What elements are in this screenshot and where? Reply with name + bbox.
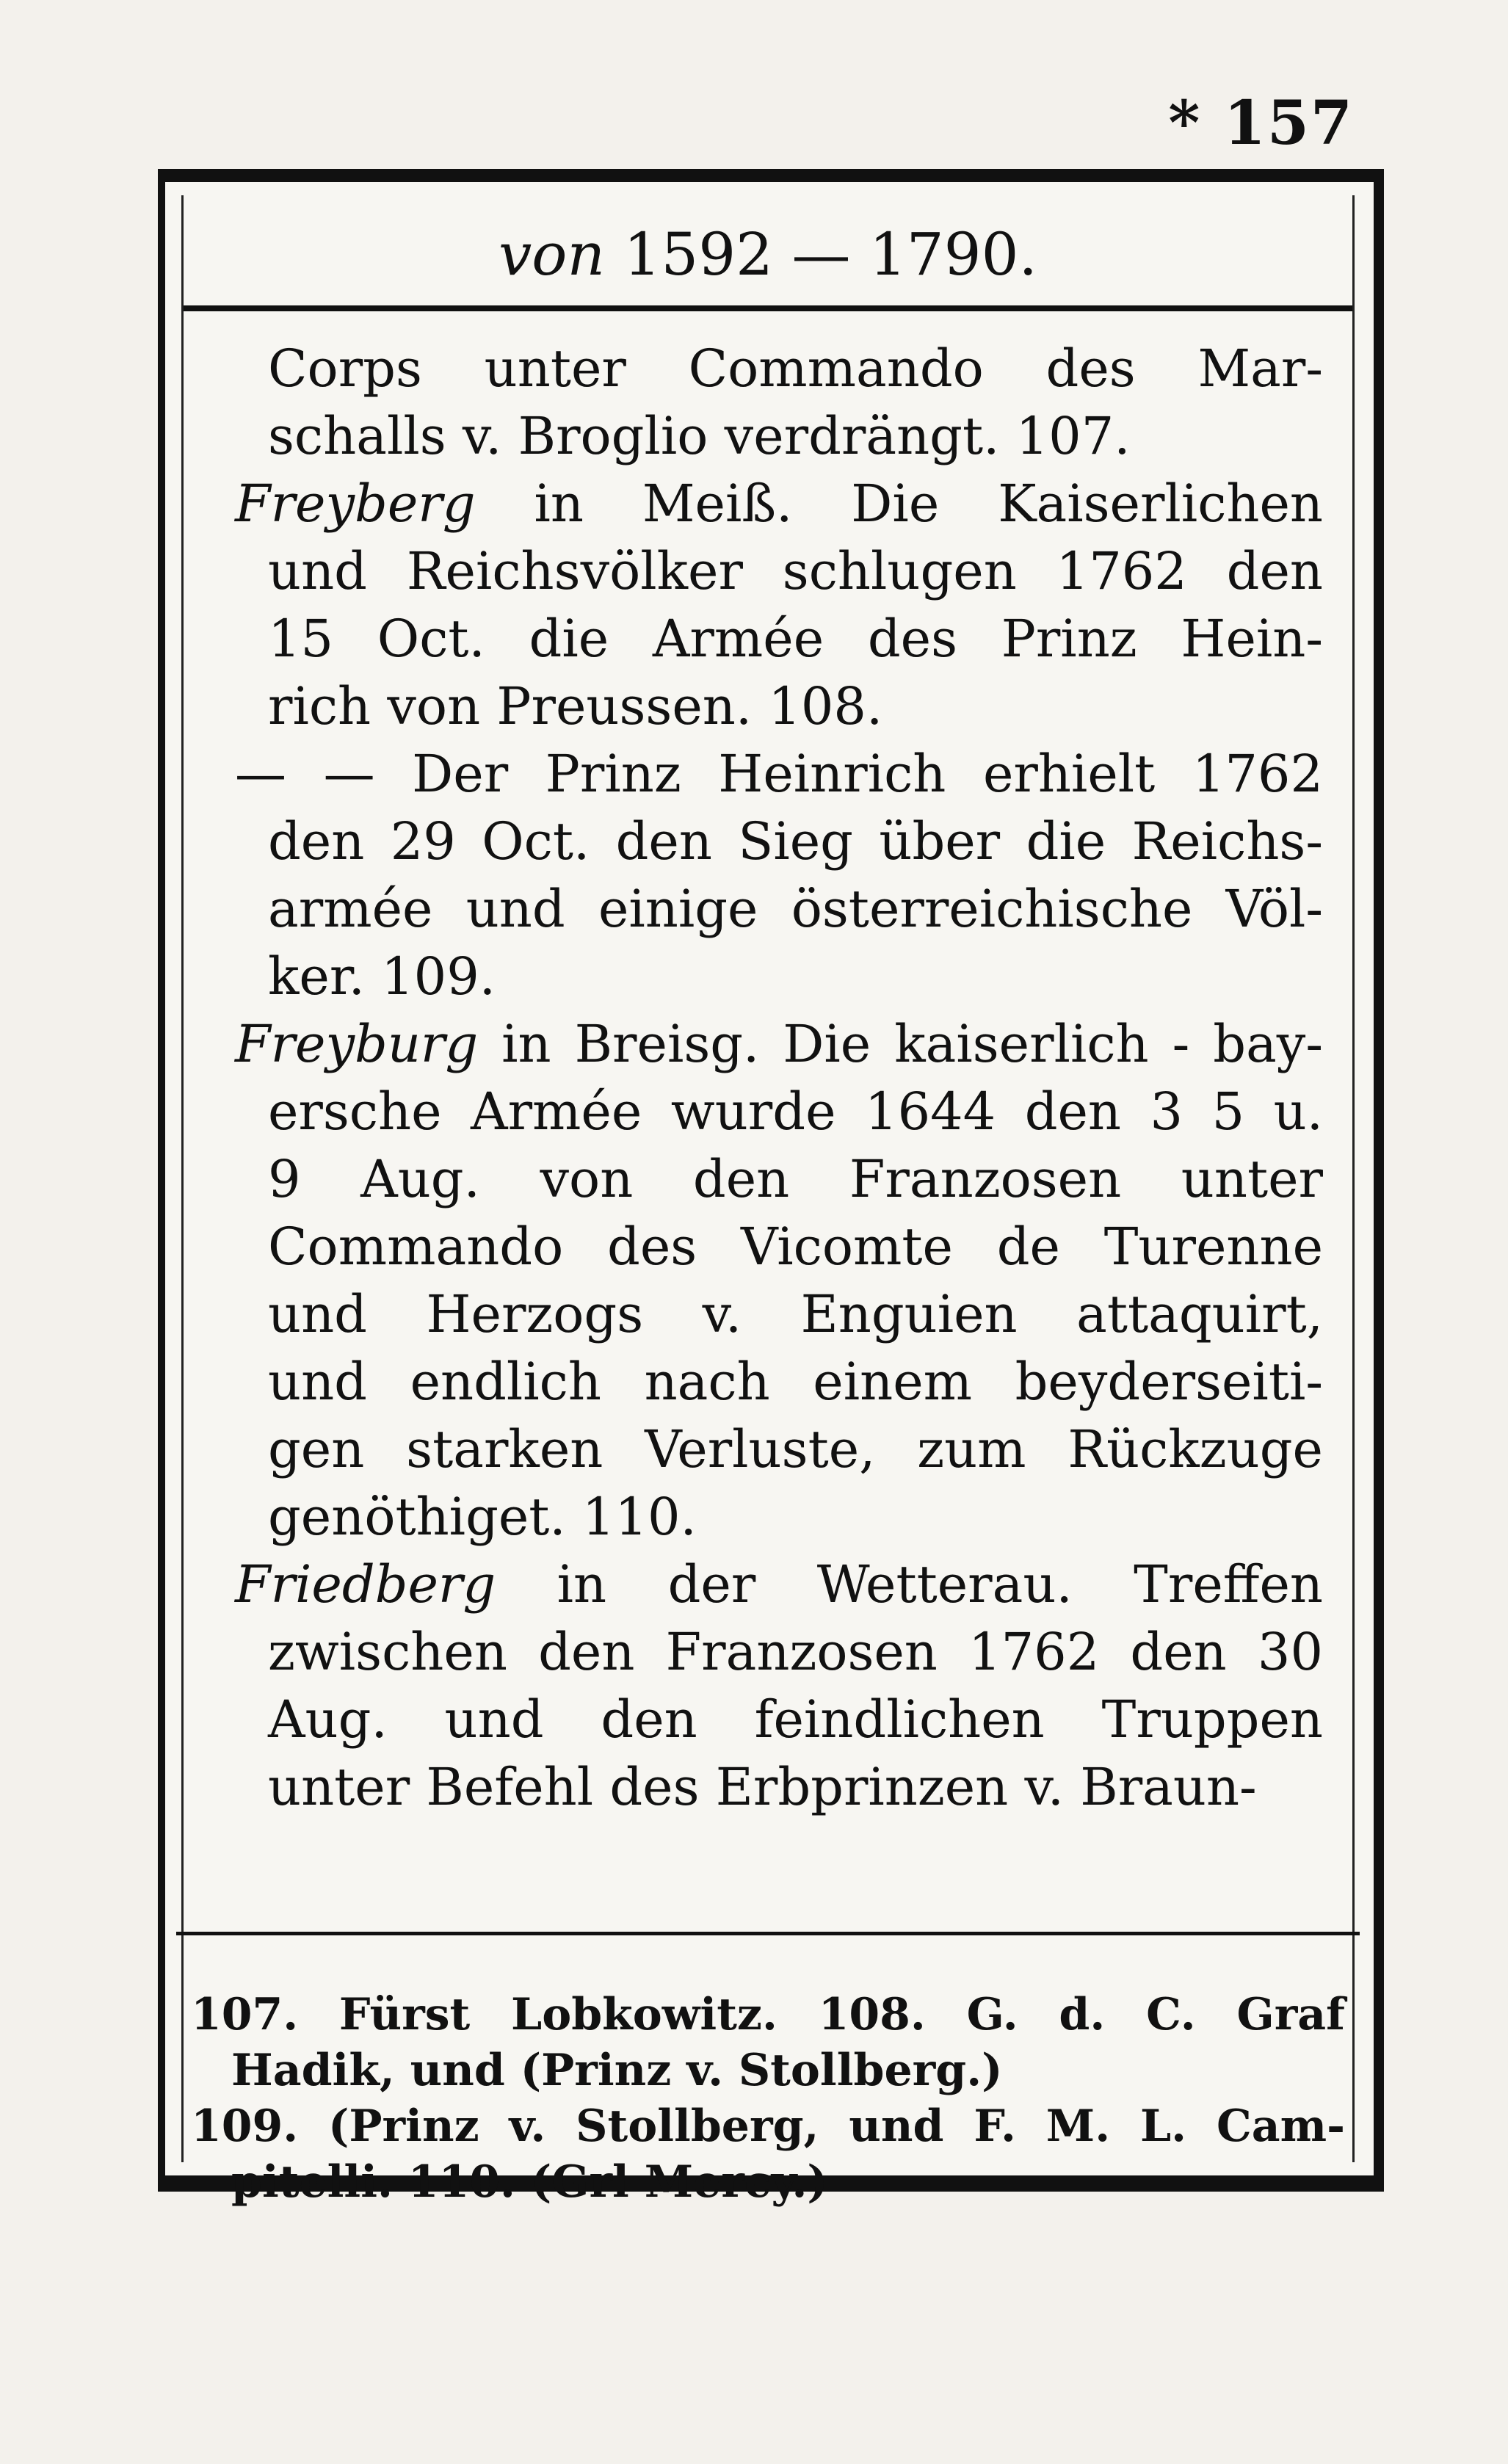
text-line: schalls v. Broglio verdrängt. 107. — [268, 406, 1131, 466]
text-line: — — Der Prinz Heinrich erhielt 1762 — [235, 744, 1323, 804]
page-frame — [158, 169, 1384, 2208]
text-line: Aug. und den feindlichen Truppen — [268, 1689, 1323, 1750]
text-line: den 29 Oct. den Sieg über die Reichs- — [268, 811, 1323, 872]
running-head-von: von — [499, 220, 605, 289]
text-line: in Meiß. Die Kaiserlichen — [475, 474, 1323, 534]
text-line: 15 Oct. die Armée des Prinz Hein- — [268, 609, 1323, 669]
text-line: gen starken Verluste, zum Rückzuge — [268, 1419, 1323, 1479]
footnote-line: Hadik, und (Prinz v. Stollberg.) — [231, 2045, 1003, 2096]
text-line: in der Wetterau. Treffen — [496, 1554, 1323, 1615]
text-line: ersche Armée wurde 1644 den 3 5 u. — [268, 1081, 1323, 1142]
running-head-years: 1592 — 1790. — [623, 220, 1037, 289]
footnote-line: 109. (Prinz v. Stollberg, und F. M. L. Cam- — [191, 2101, 1345, 2152]
footnote-rule — [176, 1932, 1360, 1935]
text-line: zwischen den Franzosen 1762 den 30 — [268, 1622, 1323, 1682]
entry-first-line — [235, 470, 1323, 537]
text-line: Commando des Vicomte de Turenne — [268, 1217, 1323, 1277]
entry-first-line — [235, 1551, 1323, 1618]
text-line: ker. 109. — [268, 946, 496, 1007]
place-name: Friedberg — [235, 1554, 496, 1615]
text-line: und Reichsvölker schlugen 1762 den — [268, 541, 1323, 601]
running-head — [184, 220, 1352, 289]
text-line: rich von Preussen. 108. — [268, 676, 883, 736]
text-line: genöthiget. 110. — [268, 1487, 697, 1547]
footnote-line: 107. Fürst Lobkowitz. 108. G. d. C. Graf — [191, 1989, 1345, 2040]
text-line: in Breisg. Die kaiserlich - bay- — [478, 1014, 1323, 1074]
footnotes — [191, 1987, 1345, 2210]
place-name: Freyberg — [235, 474, 476, 534]
text-line: und Herzogs v. Enguien attaquirt, — [268, 1284, 1323, 1344]
header-rule — [184, 305, 1352, 311]
page-number: * 157 — [1168, 88, 1354, 159]
entry-first-line — [235, 1010, 1323, 1078]
entries — [235, 335, 1323, 1821]
footnote-line: pitelli. 110. (Grl Mercy.) — [231, 2156, 828, 2208]
text-block — [181, 195, 1355, 2208]
place-name: Freyburg — [235, 1014, 479, 1074]
text-line: und endlich nach einem beyderseiti- — [268, 1352, 1323, 1412]
text-line: unter Befehl des Erbprinzen v. Braun- — [268, 1757, 1257, 1817]
text-line: armée und einige österreichische Völ- — [268, 879, 1323, 939]
text-line: 9 Aug. von den Franzosen unter — [268, 1149, 1323, 1209]
text-line: Corps unter Commando des Mar- — [268, 338, 1323, 399]
